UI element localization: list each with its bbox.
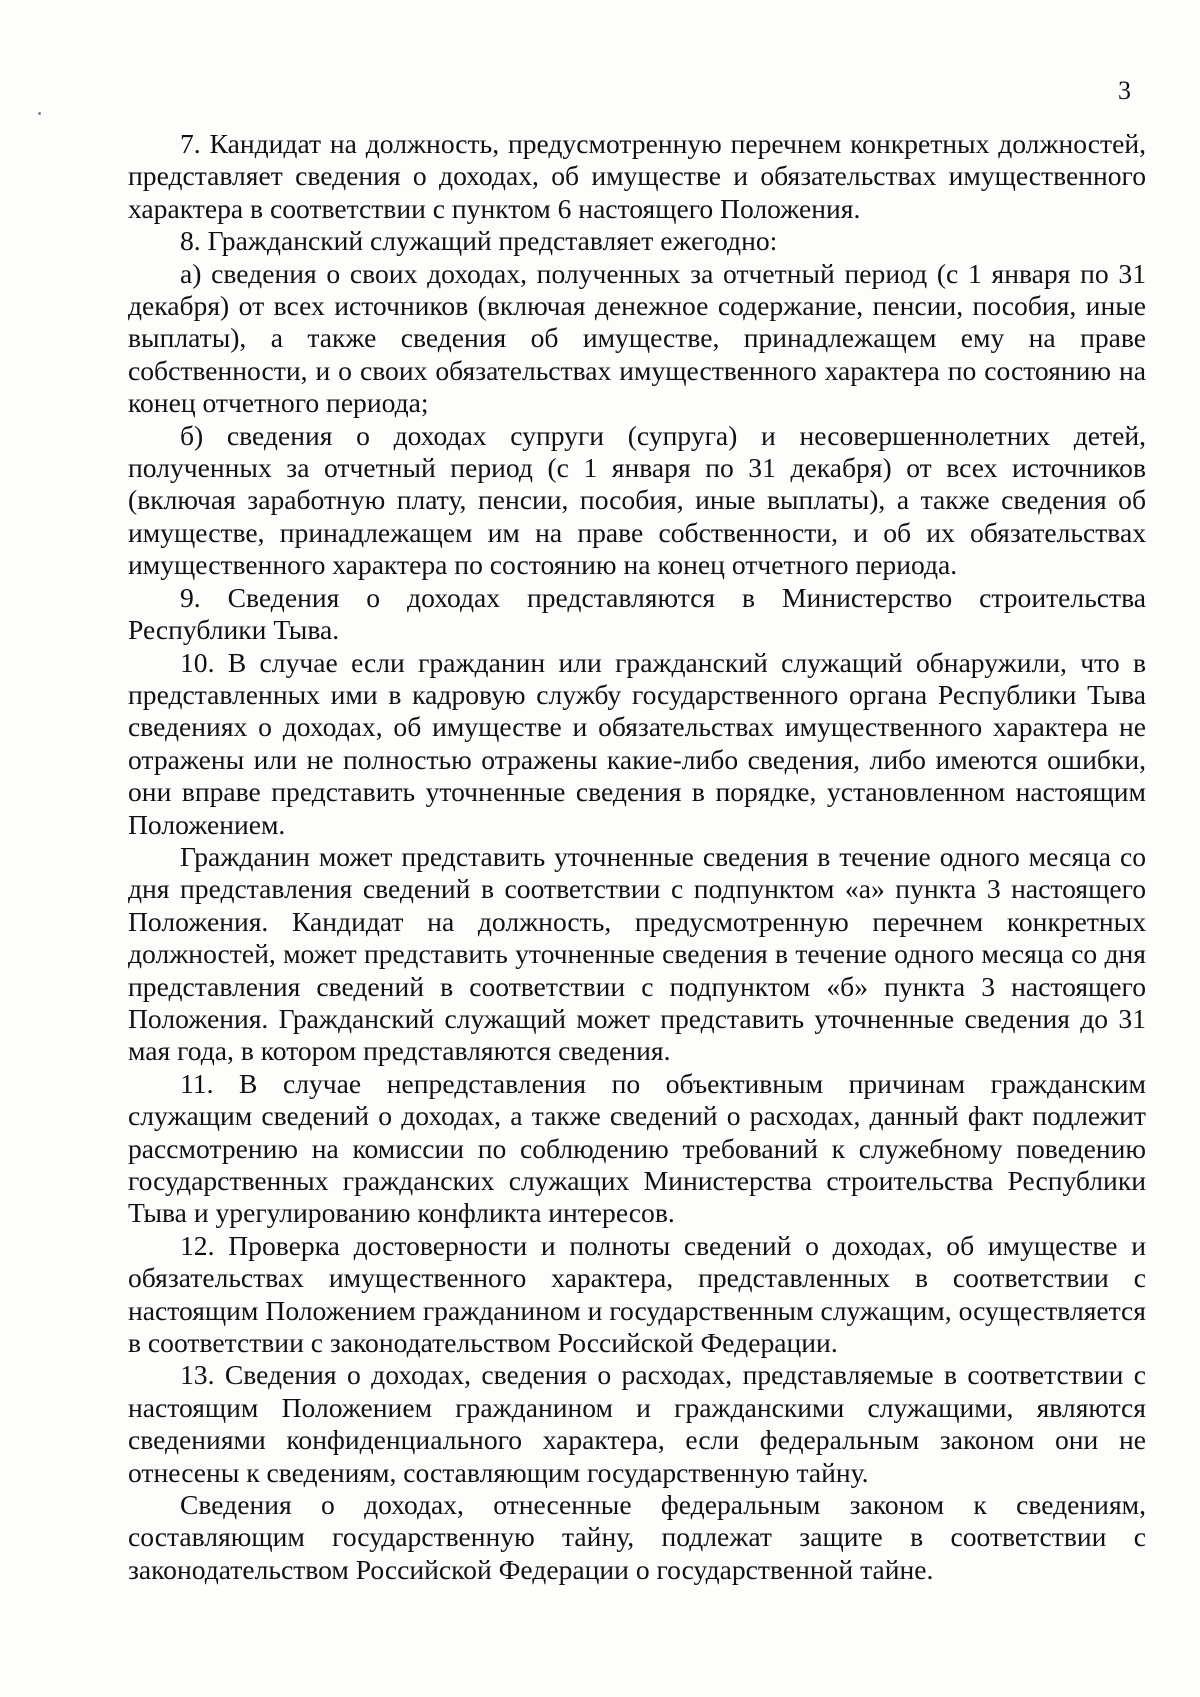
document-body: [128, 128, 1146, 1586]
paragraph-9: 9. Сведения о доходах представляются в Министерство строительства Республики Тыва.: [128, 581, 1146, 646]
paragraph-7: 7. Кандидат на должность, предусмотренную перечнем конкретных должностей, представляет сведения о доходах, об имуществе и обязательствах имущественного характера в соответствии с пунктом 6 настоящего Положения.: [128, 128, 1146, 224]
paragraph-8a: а) сведения о своих доходах, полученных за отчетный период (с 1 января по 31 декабря) от всех источников (включая денежное содержание, пенсии, пособия, иные выплаты), а также сведения об имуществе, принадлежащем ему на праве собственности, и о своих обязательствах имущественного характера по состоянию на конец отчетного периода;: [128, 257, 1146, 419]
paragraph-12: 12. Проверка достоверности и полноты сведений о доходах, об имуществе и обязательствах имущественного характера, представленных в соответствии с настоящим Положением гражданином и государственным служащим, осуществляется в соответствии с законодательством Российской Федерации.: [128, 1229, 1146, 1359]
page-number: 3: [1118, 76, 1131, 105]
paragraph-10-continued: Гражданин может представить уточненные сведения в течение одного месяца со дня представления сведений в соответствии с подпунктом «а» пункта 3 настоящего Положения. Кандидат на должность, предусмотренную перечнем конкретных должностей, может представить уточненные сведения в течение одного месяца со дня представления сведений в соответствии с подпунктом «б» пункта 3 настоящего Положения. Гражданский служащий может представить уточненные сведения до 31 мая года, в котором представляются сведения.: [128, 840, 1146, 1067]
paragraph-11: 11. В случае непредставления по объективным причинам гражданским служащим сведений о доходах, а также сведений о расходах, данный факт подлежит рассмотрению на комиссии по соблюдению требований к служебному поведению государственных гражданских служащих Министерства строительства Республики Тыва и урегулированию конфликта интересов.: [128, 1067, 1146, 1229]
paragraph-8b: б) сведения о доходах супруги (супруга) и несовершеннолетних детей, полученных за отчетный период (с 1 января по 31 декабря) от всех источников (включая заработную плату, пенсии, пособия, иные выплаты), а также сведения об имуществе, принадлежащем им на праве собственности, и об их обязательствах имущественного характера по состоянию на конец отчетного периода.: [128, 419, 1146, 581]
paragraph-13: 13. Сведения о доходах, сведения о расходах, представляемые в соответствии с настоящим Положением гражданином и гражданскими служащими, являются сведениями конфиденциального характера, если федеральным законом они не отнесены к сведениям, составляющим государственную тайну.: [128, 1359, 1146, 1488]
scan-speck: [38, 112, 41, 115]
paragraph-13-continued: Сведения о доходах, отнесенные федеральным законом к сведениям, составляющим государственную тайну, подлежат защите в соответствии с законодательством Российской Федерации о государственной тайне.: [128, 1489, 1146, 1585]
paragraph-10: 10. В случае если гражданин или гражданский служащий обнаружили, что в представленных ими в кадровую службу государственного органа Республики Тыва сведениях о доходах, об имуществе и обязательствах имущественного характера не отражены или не полностью отражены какие-либо сведения, либо имеются ошибки, они вправе представить уточненные сведения в порядке, установленном настоящим Положением.: [128, 646, 1146, 840]
paragraph-8: 8. Гражданский служащий представляет ежегодно:: [180, 225, 778, 257]
